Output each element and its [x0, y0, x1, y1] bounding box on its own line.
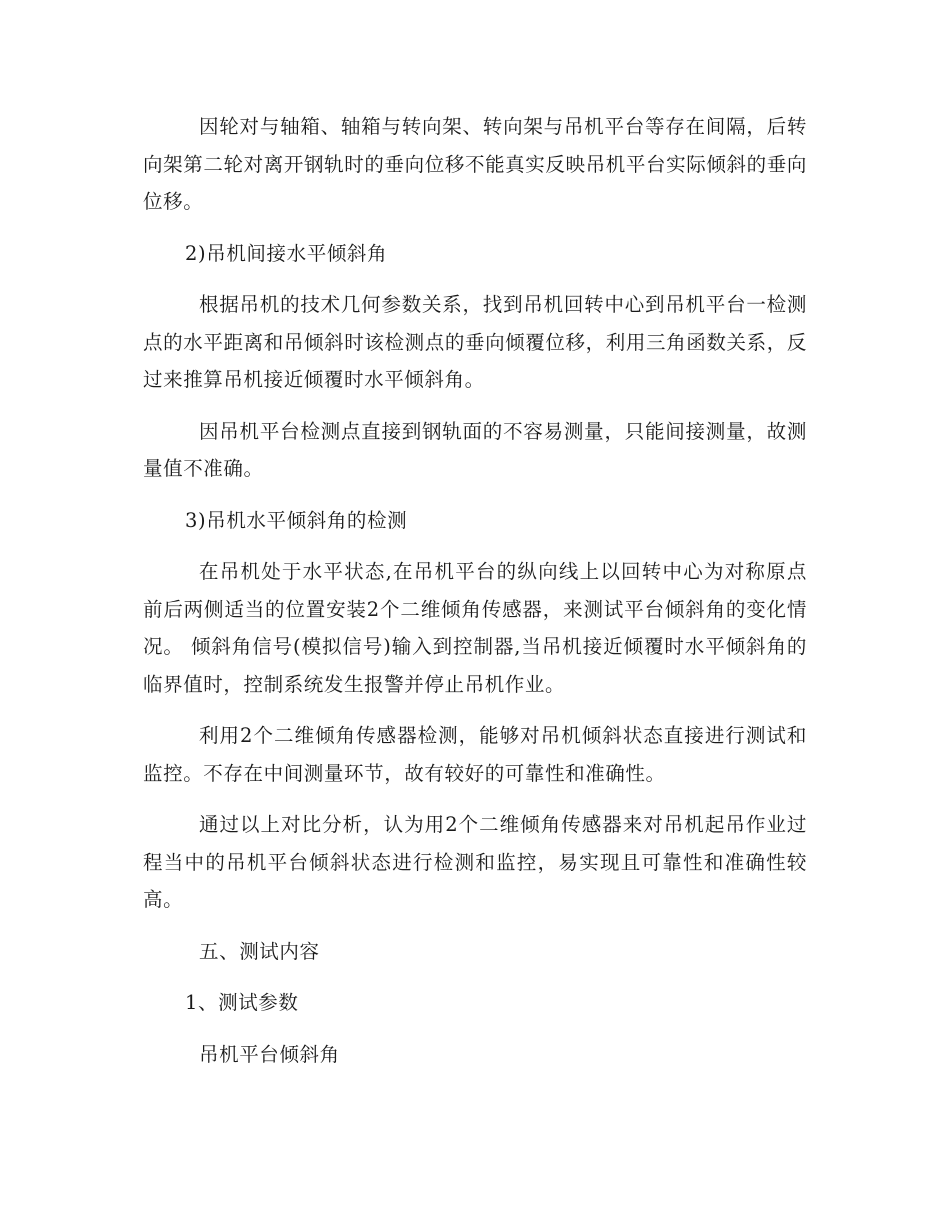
heading-angle-detection: 3)吊机水平倾斜角的检测 [185, 508, 408, 532]
paragraph-indirect-method: 根据吊机的技术几何参数关系，找到吊机回转中心到吊机平台一检测点的水平距离和吊倾斜时该检测点的垂向倾覆位移，利用三角函数关系，反过来推算吊机接近倾覆时水平倾斜角。 [143, 293, 807, 391]
heading-indirect-angle: 2)吊机间接水平倾斜角 [185, 241, 388, 265]
paragraph-sensor-installation: 在吊机处于水平状态,在吊机平台的纵向线上以回转中心为对称原点前后两侧适当的位置安装2个二维倾角传感器，来测试平台倾斜角的变化情况。 倾斜角信号(模拟信号)输入到控制器,当吊机接近倾覆时水平倾斜角的临界值时，控制系统发生报警并停止吊机作业。 [143, 560, 807, 696]
paragraph-sensor-advantage: 利用2个二维倾角传感器检测，能够对吊机倾斜状态直接进行测试和监控。不存在中间测量环节，故有较好的可靠性和准确性。 [143, 724, 807, 785]
paragraph-conclusion: 通过以上对比分析，认为用2个二维倾角传感器来对吊机起吊作业过程当中的吊机平台倾斜状态进行检测和监控，易实现且可靠性和准确性较高。 [143, 813, 807, 911]
heading-test-parameters: 1、测试参数 [185, 991, 299, 1014]
item-platform-tilt-angle: 吊机平台倾斜角 [199, 1042, 340, 1066]
paragraph-indirect-drawback: 因吊机平台检测点直接到钢轨面的不容易测量，只能间接测量，故测量值不准确。 [143, 419, 807, 480]
heading-test-content: 五、测试内容 [199, 939, 320, 963]
paragraph-gap-explanation: 因轮对与轴箱、轴箱与转向架、转向架与吊机平台等存在间隔，后转向架第二轮对离开钢轨时的垂向位移不能真实反映吊机平台实际倾斜的垂向位移。 [143, 115, 807, 213]
document-page [143, 108, 807, 1087]
